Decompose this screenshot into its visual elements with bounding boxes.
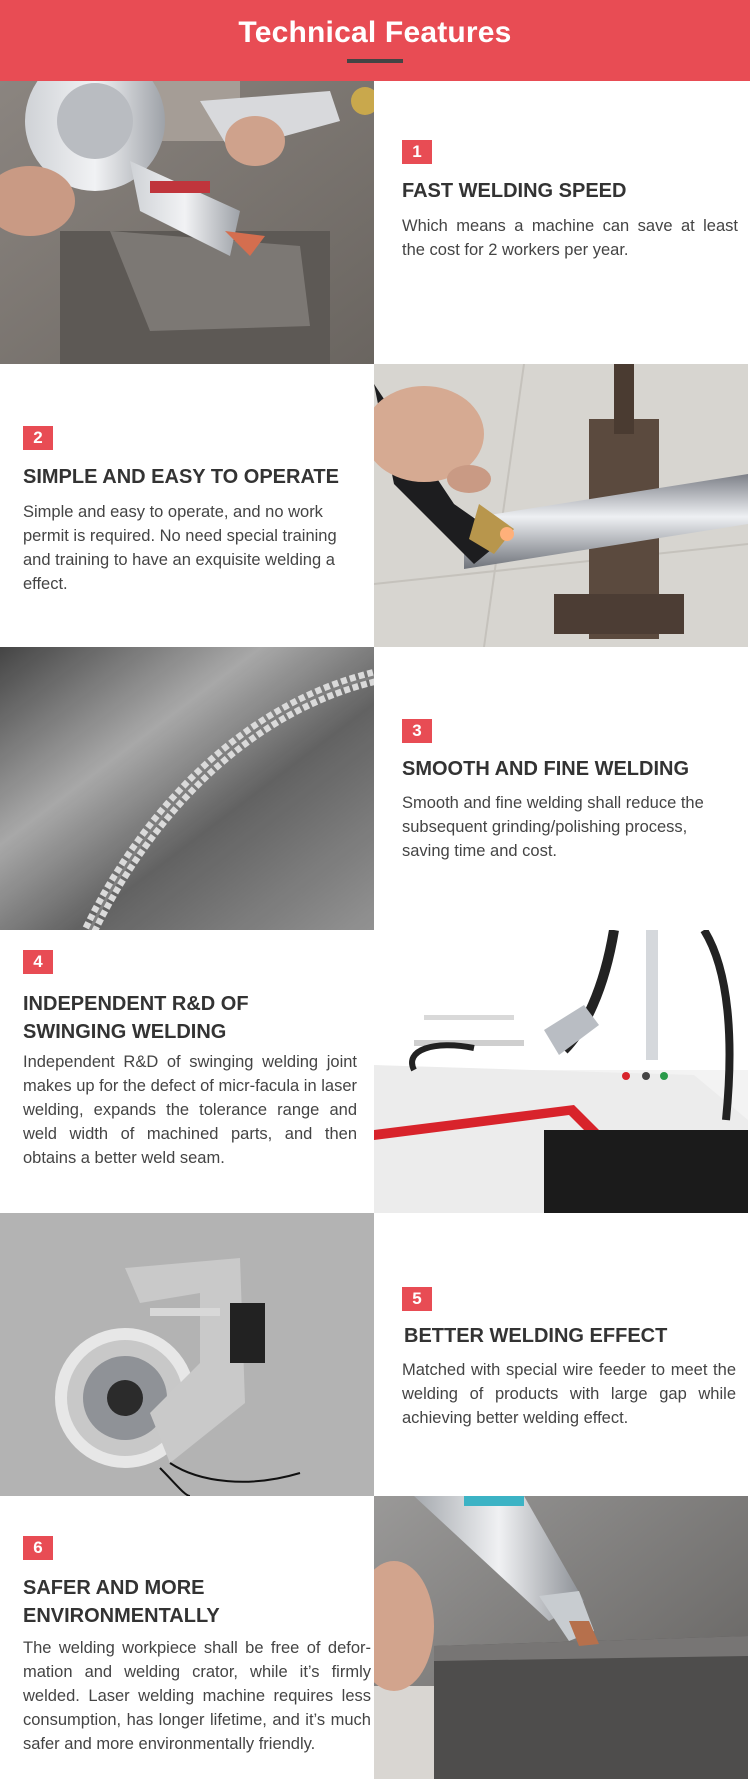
feature-description: The welding workpiece shall be free of defor-mation and welding crator, while it’s firmly welded. Laser welding machine requires less consumption, has longer lifetime, and it’s much safer and more environmentally friendly. [23,1639,371,1753]
feature-text-4 [0,930,376,1213]
feature-row-5 [0,1213,750,1496]
page-title: Technical Features [238,16,512,49]
feature-number-badge: 4 [23,950,53,974]
handheld-laser-welder-photo [374,1496,748,1779]
feature-description: Independent R&D of swinging welding joint makes up for the defect of micr-facula in laser welding, expands the tolerance range and weld width of machined parts, and then obtains a better weld seam. [23,1053,357,1167]
feature-text-6 [0,1496,376,1785]
feature-text-2 [0,364,376,647]
feature-number-badge: 6 [23,1536,53,1560]
feature-title: FAST WELDING SPEED [402,180,627,202]
feature-number-badge: 5 [402,1287,432,1311]
feature-description: Matched with special wire feeder to meet the welding of products with large gap while achieving better welding effect. [402,1361,736,1427]
feature-description: Simple and easy to operate, and no work permit is required. No need special training and training to have an exquisite welding a effect. [23,503,337,593]
laser-welding-machine-photo [374,930,748,1213]
feature-title: BETTER WELDING EFFECT [404,1325,668,1347]
feature-text-5 [374,1213,750,1496]
feature-row-3 [0,647,750,930]
wire-feeder-photo [0,1213,374,1496]
feature-description: Which means a machine can save at least the cost for 2 workers per year. [402,217,738,259]
feature-title: SIMPLE AND EASY TO OPERATE [23,466,339,488]
feature-row-4 [0,930,750,1213]
title-underline [347,59,403,63]
feature-row-2 [0,364,750,647]
feature-title: SMOOTH AND FINE WELDING [402,758,690,780]
feature-text-1 [374,81,750,364]
feature-number-badge: 3 [402,719,432,743]
feature-row-6 [0,1496,750,1785]
feature-row-1 [0,81,750,364]
page-header [0,0,750,81]
weld-seam-photo [0,647,374,930]
feature-number-badge: 1 [402,140,432,164]
feature-number-badge: 2 [23,426,53,450]
feature-title: INDEPENDENT R&D OF SWINGING WELDING [23,993,249,1043]
feature-description: Smooth and fine welding shall reduce the subsequent grinding/polishing process, saving time and cost. [402,794,704,860]
welding-head-photo [0,81,374,364]
tube-welding-photo [374,364,748,647]
feature-title: SAFER AND MORE ENVIRONMENTALLY [23,1577,220,1627]
feature-text-3 [374,647,750,930]
